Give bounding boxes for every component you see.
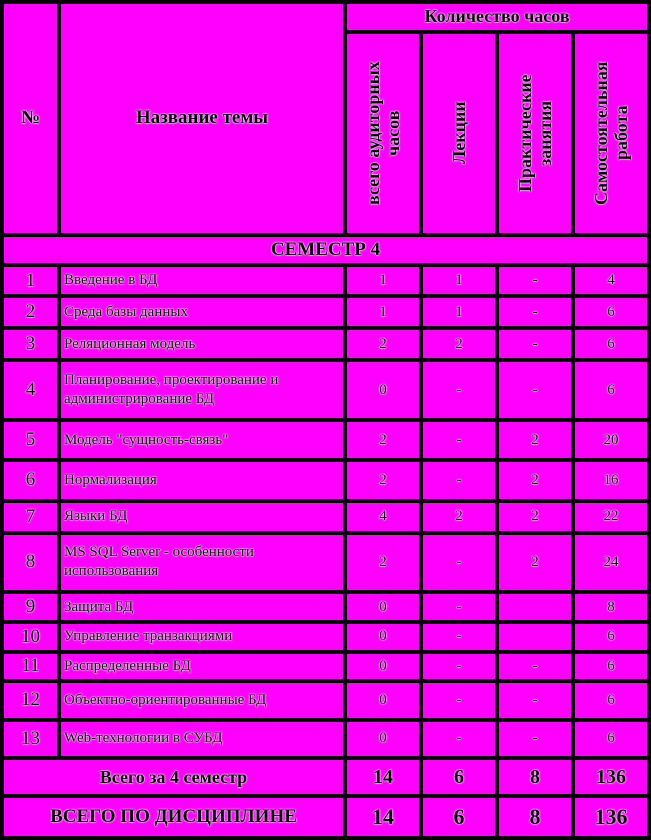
row-lectures: 1 [423, 298, 495, 326]
semester-label: СЕМЕСТР 4 [4, 237, 647, 263]
row-practice: 2 [499, 422, 571, 458]
row-topic: Управление транзакциями [61, 624, 343, 650]
row-total-hours: 1 [347, 267, 419, 295]
semester-total-practice: 8 [499, 760, 571, 794]
row-lectures: - [423, 362, 495, 418]
row-lectures: 2 [423, 330, 495, 358]
row-practice: 2 [499, 535, 571, 591]
row-topic: Реляционная модель [61, 330, 343, 358]
row-topic: Распределенные БД [61, 654, 343, 680]
row-topic: Языки БД [61, 503, 343, 531]
row-lectures: - [423, 422, 495, 458]
row-practice: - [499, 298, 571, 326]
practice-header-cell [499, 34, 571, 233]
semester-total-hours: 14 [347, 760, 419, 794]
row-number: 8 [4, 535, 57, 591]
table-row [4, 330, 647, 358]
row-total-hours: 0 [347, 594, 419, 620]
practice-header: Практические занятия [515, 74, 555, 193]
row-practice [499, 624, 571, 650]
row-number: 2 [4, 298, 57, 326]
table-row [4, 624, 647, 650]
row-lectures: - [423, 722, 495, 756]
table-row [4, 722, 647, 756]
row-self-study: 6 [575, 654, 647, 680]
row-total-hours: 0 [347, 624, 419, 650]
row-practice: - [499, 722, 571, 756]
row-practice: - [499, 267, 571, 295]
table-row [4, 362, 647, 418]
table-row [4, 654, 647, 680]
row-self-study: 6 [575, 722, 647, 756]
semester-total-label: Всего за 4 семестр [4, 760, 343, 794]
row-total-hours: 4 [347, 503, 419, 531]
total-hours-header-cell [347, 34, 419, 233]
table-row [4, 422, 647, 458]
self-study-header: Самостоятельная работа [591, 61, 632, 206]
grand-total-label: ВСЕГО ПО ДИСЦИПЛИНЕ [4, 798, 343, 836]
row-number: 13 [4, 722, 57, 756]
row-self-study: 6 [575, 330, 647, 358]
row-topic: MS SQL Server - особенности использования [61, 535, 343, 591]
row-number: 11 [4, 654, 57, 680]
row-self-study: 6 [575, 624, 647, 650]
row-lectures: 1 [423, 267, 495, 295]
number-header: № [4, 4, 57, 233]
row-self-study: 6 [575, 298, 647, 326]
row-total-hours: 1 [347, 298, 419, 326]
row-number: 1 [4, 267, 57, 295]
row-total-hours: 2 [347, 330, 419, 358]
row-lectures: - [423, 624, 495, 650]
row-self-study: 6 [575, 683, 647, 717]
row-self-study: 24 [575, 535, 647, 591]
total-hours-header: всего аудиторных часов [363, 61, 403, 206]
row-lectures: - [423, 683, 495, 717]
row-number: 6 [4, 462, 57, 498]
row-number: 9 [4, 594, 57, 620]
row-number: 10 [4, 624, 57, 650]
row-self-study: 16 [575, 462, 647, 498]
row-number: 3 [4, 330, 57, 358]
topic-header: Название темы [61, 4, 343, 233]
lectures-header-cell [423, 34, 495, 233]
table-row [4, 683, 647, 717]
row-topic: Web-технологии в СУБД [61, 722, 343, 756]
row-self-study: 8 [575, 594, 647, 620]
row-practice: - [499, 683, 571, 717]
row-lectures: - [423, 535, 495, 591]
row-number: 4 [4, 362, 57, 418]
hours-group-header: Количество часов [347, 4, 647, 30]
row-total-hours: 2 [347, 535, 419, 591]
row-lectures: - [423, 594, 495, 620]
table-row [4, 462, 647, 498]
table-row [4, 298, 647, 326]
grand-total-lectures: 6 [423, 798, 495, 836]
row-total-hours: 0 [347, 362, 419, 418]
table-row [4, 535, 647, 591]
row-lectures: - [423, 654, 495, 680]
grand-total-hours: 14 [347, 798, 419, 836]
row-number: 5 [4, 422, 57, 458]
row-topic: Объектно-ориентированные БД [61, 683, 343, 717]
row-topic: Модель "сущность-связь" [61, 422, 343, 458]
grand-total-self-study: 136 [575, 798, 647, 836]
table-row [4, 267, 647, 295]
row-lectures: 2 [423, 503, 495, 531]
table-row [4, 503, 647, 531]
row-practice: - [499, 654, 571, 680]
row-practice [499, 594, 571, 620]
row-topic: Введение в БД [61, 267, 343, 295]
row-total-hours: 0 [347, 683, 419, 717]
row-self-study: 22 [575, 503, 647, 531]
row-practice: - [499, 362, 571, 418]
row-practice: - [499, 330, 571, 358]
row-total-hours: 0 [347, 654, 419, 680]
self-study-header-cell [575, 34, 647, 233]
row-number: 12 [4, 683, 57, 717]
row-total-hours: 0 [347, 722, 419, 756]
table-row [4, 594, 647, 620]
row-lectures: - [423, 462, 495, 498]
row-total-hours: 2 [347, 422, 419, 458]
semester-total-self-study: 136 [575, 760, 647, 794]
semester-total-lectures: 6 [423, 760, 495, 794]
row-self-study: 6 [575, 362, 647, 418]
table-body [4, 4, 647, 756]
row-topic: Защита БД [61, 594, 343, 620]
row-total-hours: 2 [347, 462, 419, 498]
grand-total-practice: 8 [499, 798, 571, 836]
lectures-header: Лекции [449, 101, 469, 165]
row-practice: 2 [499, 503, 571, 531]
row-practice: 2 [499, 462, 571, 498]
row-topic: Планирование, проектирование и администрирование БД [61, 362, 343, 418]
row-topic: Нормализация [61, 462, 343, 498]
row-self-study: 4 [575, 267, 647, 295]
row-topic: Среда базы данных [61, 298, 343, 326]
table-footer [4, 760, 647, 836]
row-number: 7 [4, 503, 57, 531]
row-self-study: 20 [575, 422, 647, 458]
